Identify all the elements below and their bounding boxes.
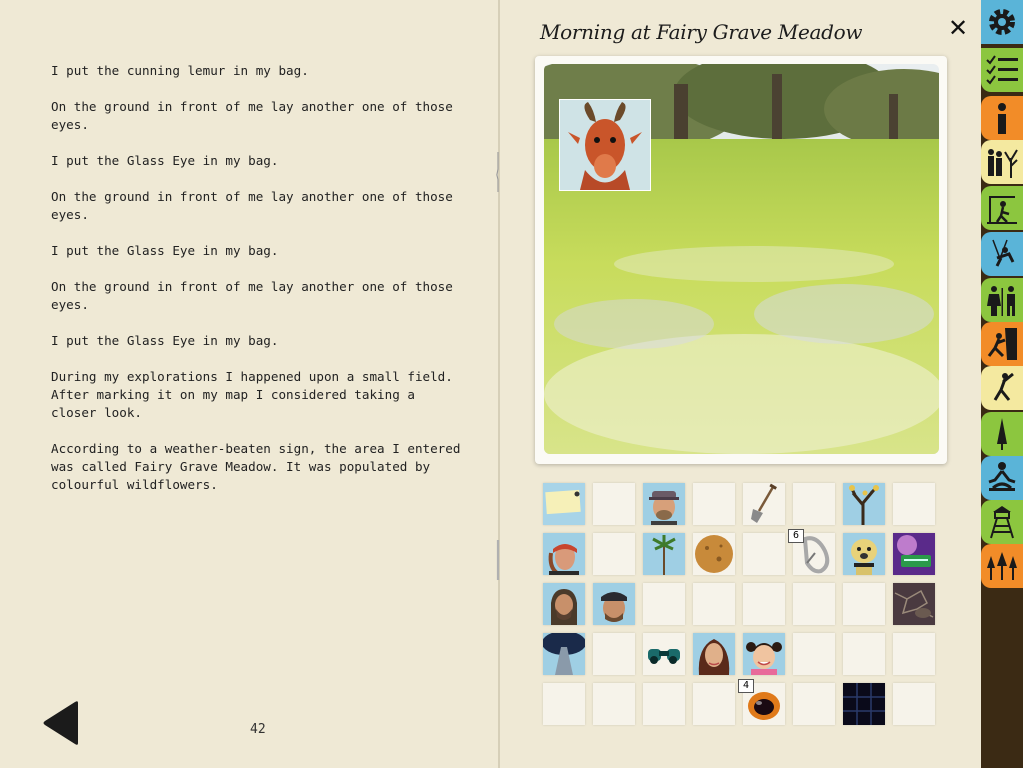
story-paragraph: During my explorations I happened upon a small field. After marking it on my map I considered taking a closer look.	[51, 369, 453, 420]
story-paragraph: I put the Glass Eye in my bag.	[51, 333, 279, 348]
inventory-slot-empty[interactable]	[793, 583, 835, 625]
close-icon: ✕	[947, 14, 969, 42]
story-paragraph: On the ground in front of me lay another one of those eyes.	[51, 189, 453, 222]
man-visor-icon	[593, 583, 635, 625]
inventory-slot-empty[interactable]	[893, 633, 935, 675]
inventory-slot-empty[interactable]	[693, 483, 735, 525]
inventory-slot-cracked-stone[interactable]	[893, 583, 935, 625]
inventory-slot-empty[interactable]	[843, 633, 885, 675]
inventory-slot-empty[interactable]	[543, 683, 585, 725]
sidebar-item-watchtower[interactable]	[981, 500, 1023, 544]
inventory-slot-rock-ball[interactable]	[693, 533, 735, 575]
sidebar-item-checklist[interactable]	[981, 48, 1023, 92]
info-icon	[985, 100, 1019, 136]
sidebar	[981, 0, 1023, 768]
note-card-icon	[543, 483, 585, 525]
story-paragraph: I put the Glass Eye in my bag.	[51, 243, 279, 258]
page-number: 42	[250, 722, 266, 737]
palm-tree-icon	[643, 533, 685, 575]
sidebar-item-hiker-sign[interactable]	[981, 186, 1023, 230]
inventory-slot-purple-sign[interactable]	[893, 533, 935, 575]
inventory-slot-empty[interactable]	[893, 683, 935, 725]
sidebar-item-forest[interactable]	[981, 544, 1023, 588]
story-paragraph: On the ground in front of me lay another one of those eyes.	[51, 99, 453, 132]
inventory-slot-empty[interactable]	[793, 483, 835, 525]
child-portrait-icon	[743, 633, 785, 675]
inventory-slot-dog-statue[interactable]	[843, 533, 885, 575]
purple-sign-icon	[893, 533, 935, 575]
sidebar-item-people-tree[interactable]	[981, 140, 1023, 184]
inventory-slot-empty[interactable]	[693, 683, 735, 725]
man-with-cap-icon	[643, 483, 685, 525]
inventory-slot-empty[interactable]	[843, 583, 885, 625]
inventory-slot-man-beard[interactable]	[543, 583, 585, 625]
forest-icon	[985, 548, 1019, 584]
woman-portrait-icon	[693, 633, 735, 675]
scene-title: Morning at Fairy Grave Meadow	[540, 20, 863, 44]
sidebar-item-swing[interactable]	[981, 232, 1023, 276]
sidebar-item-meditation[interactable]	[981, 456, 1023, 500]
sidebar-item-tree[interactable]	[981, 412, 1023, 456]
inventory-slot-bare-tree[interactable]	[843, 483, 885, 525]
people-tree-icon	[985, 144, 1019, 180]
inventory-slot-tree-trunk[interactable]	[543, 633, 585, 675]
goat-portrait[interactable]	[559, 99, 651, 191]
inventory-slot-empty[interactable]	[743, 583, 785, 625]
inventory-slot-child-portrait[interactable]	[743, 633, 785, 675]
climber-icon	[985, 326, 1019, 362]
back-arrow-icon	[42, 700, 82, 746]
shovel-icon	[743, 483, 785, 525]
checklist-icon	[985, 52, 1019, 88]
item-count-badge: 4	[738, 679, 754, 693]
inventory-slot-empty[interactable]	[693, 583, 735, 625]
goat-portrait-icon	[560, 100, 650, 190]
inventory-slot-binoculars[interactable]	[643, 633, 685, 675]
hiker-sign-icon	[985, 190, 1019, 226]
back-button[interactable]	[42, 700, 82, 746]
restroom-icon	[985, 282, 1019, 318]
inventory-slot-empty[interactable]	[893, 483, 935, 525]
inventory-slot-woman-portrait[interactable]	[693, 633, 735, 675]
inventory-slot-empty[interactable]	[793, 683, 835, 725]
sidebar-item-restroom[interactable]	[981, 278, 1023, 322]
tree-icon	[985, 416, 1019, 452]
inventory-slot-empty[interactable]	[593, 533, 635, 575]
inventory-slot-empty[interactable]	[643, 583, 685, 625]
inventory-slot-empty[interactable]	[743, 533, 785, 575]
inventory-slot-shovel[interactable]	[743, 483, 785, 525]
inventory-slot-man-visor[interactable]	[593, 583, 635, 625]
inventory-slot-empty[interactable]	[793, 633, 835, 675]
cracked-stone-icon	[893, 583, 935, 625]
tree-trunk-icon	[543, 633, 585, 675]
inventory-slot-man-with-cap[interactable]	[643, 483, 685, 525]
meditation-icon	[985, 460, 1019, 496]
inventory-slot-empty[interactable]	[593, 633, 635, 675]
item-count-badge: 6	[788, 529, 804, 543]
left-page	[0, 0, 498, 768]
gear-icon	[985, 4, 1019, 40]
rock-climber-icon	[985, 370, 1019, 406]
story-paragraph: According to a weather-beaten sign, the area I entered was called Fairy Grave Meadow. It was populated by colourful wildflowers.	[51, 441, 461, 492]
sidebar-item-rock-climber[interactable]	[981, 366, 1023, 410]
story-paragraph: On the ground in front of me lay another one of those eyes.	[51, 279, 453, 312]
man-beard-icon	[543, 583, 585, 625]
sidebar-item-climber[interactable]	[981, 322, 1023, 366]
story-paragraph: I put the Glass Eye in my bag.	[51, 153, 279, 168]
binoculars-icon	[643, 633, 685, 675]
inventory-slot-palm-tree[interactable]	[643, 533, 685, 575]
dog-statue-icon	[843, 533, 885, 575]
inventory-slot-woman-headband[interactable]	[543, 533, 585, 575]
inventory-slot-empty[interactable]	[593, 483, 635, 525]
rock-ball-icon	[693, 533, 735, 575]
inventory-slot-empty[interactable]	[593, 683, 635, 725]
sidebar-item-info[interactable]	[981, 96, 1023, 140]
bare-tree-icon	[843, 483, 885, 525]
swing-icon	[985, 236, 1019, 272]
woman-headband-icon	[543, 533, 585, 575]
watchtower-icon	[985, 504, 1019, 540]
dark-grid-icon	[843, 683, 885, 725]
close-button[interactable]	[946, 15, 970, 41]
sidebar-item-settings[interactable]	[981, 0, 1023, 44]
story-paragraph: I put the cunning lemur in my bag.	[51, 63, 309, 78]
inventory-slot-empty[interactable]	[643, 683, 685, 725]
inventory-slot-dark-grid[interactable]	[843, 683, 885, 725]
inventory-slot-note-card[interactable]	[543, 483, 585, 525]
story-text	[51, 62, 461, 512]
